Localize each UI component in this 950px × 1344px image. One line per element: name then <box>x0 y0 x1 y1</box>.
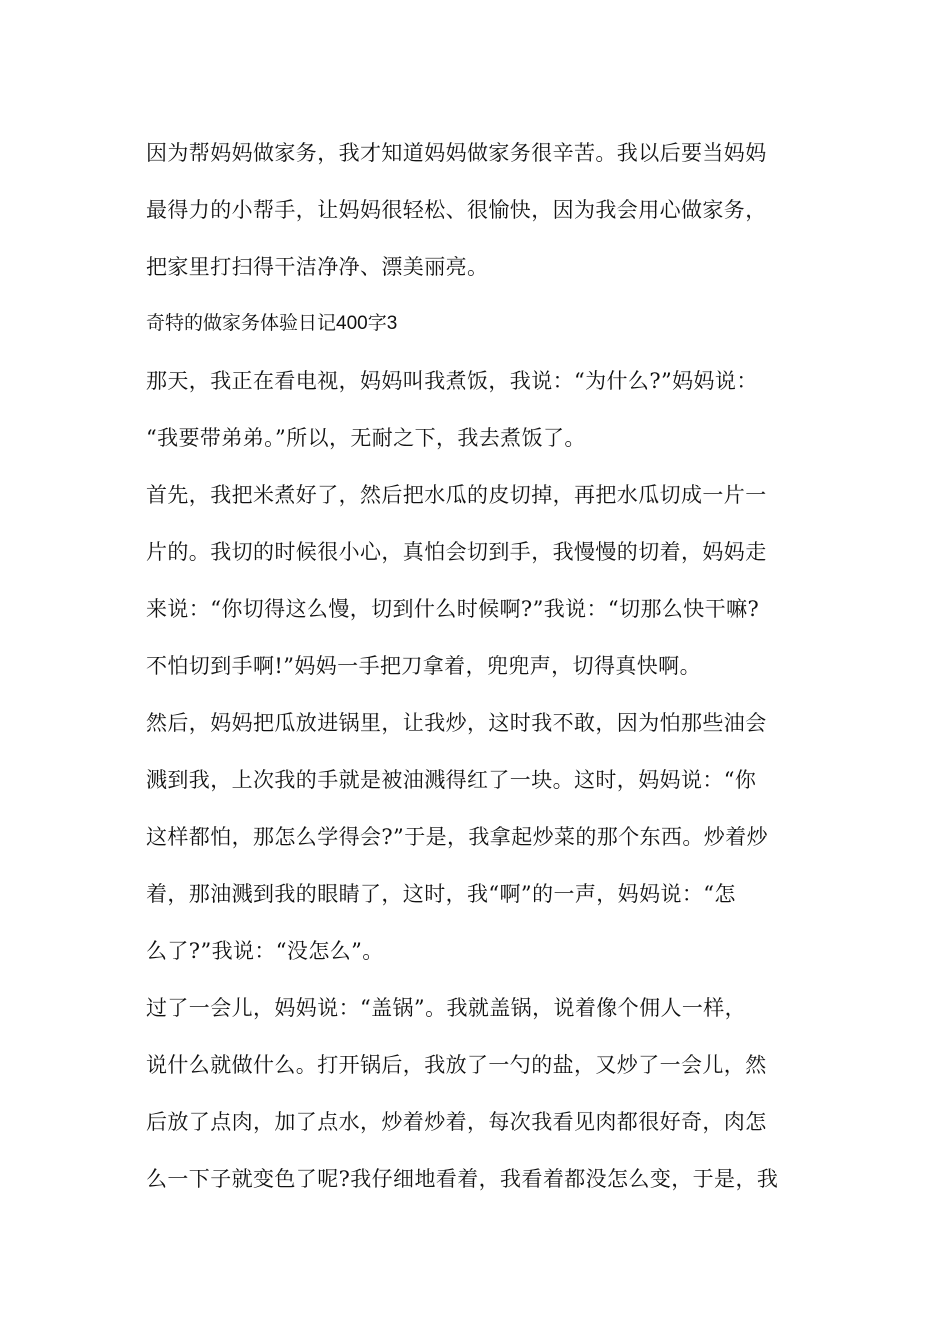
text-line: 说什么就做什么。打开锅后，我放了一勺的盐，又炒了一会儿，然 <box>146 1053 767 1077</box>
text-line: 么了?”我说：“没怎么”。 <box>146 939 384 963</box>
text-line: 然后，妈妈把瓜放进锅里，让我炒，这时我不敢，因为怕那些油会 <box>146 711 767 735</box>
text-line: 这样都怕，那怎么学得会?”于是，我拿起炒菜的那个东西。炒着炒 <box>146 825 768 849</box>
text-line: 不怕切到手啊!”妈妈一手把刀拿着，兜兜声，切得真快啊。 <box>146 654 701 678</box>
text-line: 首先，我把米煮好了，然后把水瓜的皮切掉，再把水瓜切成一片一 <box>146 483 767 507</box>
text-line: 么一下子就变色了呢?我仔细地看着，我看着都没怎么变，于是，我 <box>146 1167 779 1191</box>
text-line: 后放了点肉，加了点水，炒着炒着，每次我看见肉都很好奇，肉怎 <box>146 1110 767 1134</box>
text-line: 最得力的小帮手，让妈妈很轻松、很愉快，因为我会用心做家务， <box>146 198 767 222</box>
text-line: 溅到我，上次我的手就是被油溅得红了一块。这时，妈妈说：“你 <box>146 768 757 792</box>
text-line: 过了一会儿，妈妈说：“盖锅”。我就盖锅，说着像个佣人一样， <box>146 996 747 1020</box>
text-line: 把家里打扫得干洁净净、漂美丽亮。 <box>146 255 489 279</box>
text-line: 着，那油溅到我的眼睛了，这时，我“啊”的一声，妈妈说：“怎 <box>146 882 736 906</box>
section-heading: 奇特的做家务体验日记400字3 <box>146 313 398 334</box>
text-line: 因为帮妈妈做家务，我才知道妈妈做家务很辛苦。我以后要当妈妈 <box>146 141 767 165</box>
text-line: 来说：“你切得这么慢，切到什么时候啊?”我说：“切那么快干嘛? <box>146 597 760 621</box>
text-line: “我要带弟弟。”所以，无耐之下，我去煮饭了。 <box>146 426 586 450</box>
text-line: 片的。我切的时候很小心，真怕会切到手，我慢慢的切着，妈妈走 <box>146 540 767 564</box>
text-line: 那天，我正在看电视，妈妈叫我煮饭，我说：“为什么?”妈妈说： <box>146 369 758 393</box>
